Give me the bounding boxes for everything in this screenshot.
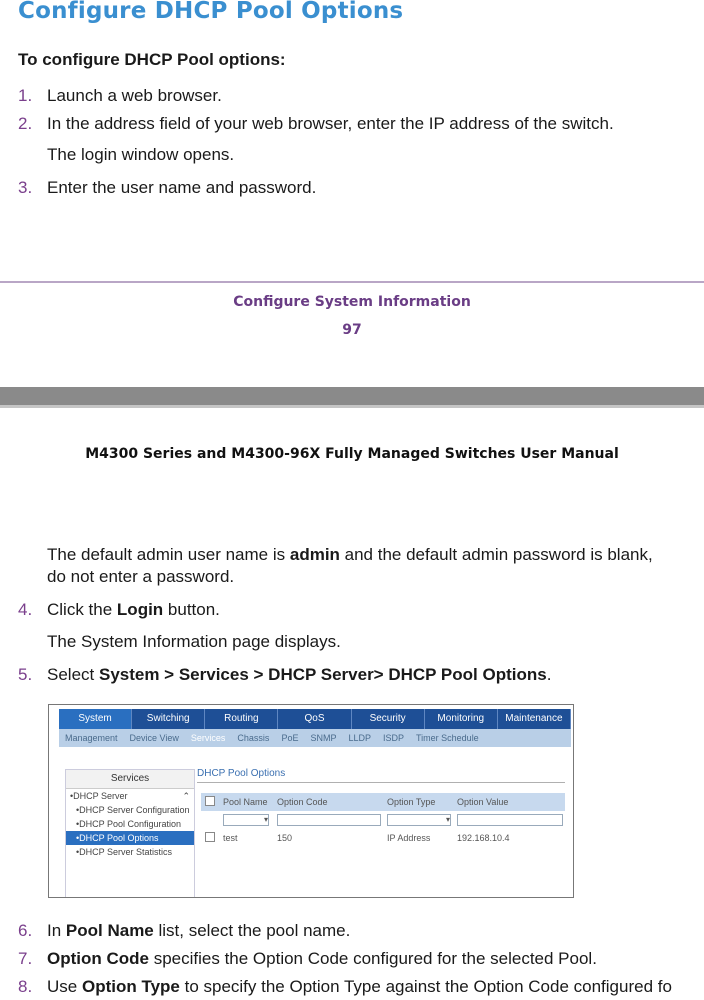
pool-name-select-cell xyxy=(219,814,273,826)
table-row xyxy=(201,829,565,847)
tab-qos[interactable]: QoS xyxy=(278,709,351,729)
step-8-text xyxy=(47,977,704,997)
cell-option-value: 192.168.10.4 xyxy=(457,833,510,843)
step-2-note: The login window opens. xyxy=(47,145,235,164)
pool-options-table xyxy=(201,793,565,847)
step-2-text: In the address field of your web browser, enter the IP address of the switch. xyxy=(47,114,614,133)
chevron-down-icon: ▾ xyxy=(445,815,450,824)
select-all-checkbox[interactable] xyxy=(205,796,215,806)
main-nav-tabs xyxy=(59,709,571,729)
section-title: Configure DHCP Pool Options xyxy=(18,0,404,24)
subtab-management[interactable]: Management xyxy=(65,733,118,743)
services-sidebar xyxy=(65,769,195,898)
subtab-chassis[interactable]: Chassis xyxy=(237,733,270,743)
step-7-post: specifies the Option Code configured for the selected Pool. xyxy=(148,949,597,968)
sidebar-item-dhcp-pool-configuration[interactable]: •DHCP Pool Configuration xyxy=(76,819,182,829)
tab-maintenance[interactable]: Maintenance xyxy=(498,709,571,729)
cell-pool-name: test xyxy=(223,833,238,843)
step-5-pre: Select xyxy=(47,665,99,684)
intro-heading: To configure DHCP Pool options: xyxy=(18,50,286,69)
footer-page-number: 97 xyxy=(342,322,362,338)
step-1-number: 1. xyxy=(18,86,33,105)
step-5-bold: System > Services > DHCP Server> DHCP Pool Options xyxy=(98,665,547,684)
step-4-pre: Click the xyxy=(47,600,117,619)
subtab-poe[interactable]: PoE xyxy=(281,733,299,743)
step-1-text: Launch a web browser. xyxy=(47,86,222,105)
step-6-bold: Pool Name xyxy=(65,921,154,940)
panel-title: DHCP Pool Options xyxy=(197,768,565,783)
sidebar-item-dhcp-server-statistics[interactable]: •DHCP Server Statistics xyxy=(76,847,173,857)
option-code-input[interactable] xyxy=(277,814,381,826)
subtab-services[interactable]: Services xyxy=(190,733,226,743)
step-8-bold: Option Type xyxy=(81,977,180,996)
step-4-number: 4. xyxy=(18,600,33,619)
step-7-number: 7. xyxy=(18,949,33,968)
col-option-value: Option Value xyxy=(457,797,509,807)
subtab-snmp[interactable]: SNMP xyxy=(310,733,337,743)
page-break-band xyxy=(0,387,704,407)
step-6-number: 6. xyxy=(18,921,33,940)
cell-option-code: 150 xyxy=(277,833,293,843)
tab-routing[interactable]: Routing xyxy=(205,709,278,729)
row-select-cell xyxy=(201,832,219,844)
step-4-text xyxy=(47,600,220,620)
running-header: M4300 Series and M4300-96X Fully Managed Switches User Manual xyxy=(85,446,619,462)
subtab-isdp[interactable]: ISDP xyxy=(382,733,404,743)
page-break-shadow xyxy=(0,405,704,408)
step-3-text: Enter the user name and password. xyxy=(47,178,317,197)
sidebar-item-dhcp-pool-options[interactable]: •DHCP Pool Options xyxy=(66,831,194,845)
admin-note-username: admin xyxy=(289,545,340,564)
sidebar-item-dhcp-server-configuration[interactable]: •DHCP Server Configuration xyxy=(76,805,190,815)
chevron-up-icon: ⌃ xyxy=(182,791,190,801)
step-5-number: 5. xyxy=(18,665,33,684)
step-4-note: The System Information page displays. xyxy=(47,632,341,651)
option-value-input[interactable] xyxy=(457,814,563,826)
tab-switching[interactable]: Switching xyxy=(132,709,205,729)
tab-monitoring[interactable]: Monitoring xyxy=(425,709,498,729)
step-8-pre: Use xyxy=(47,977,82,996)
admin-note-mid: and the default admin password is blank, xyxy=(339,545,653,564)
admin-note-line-2: do not enter a password. xyxy=(47,567,235,586)
step-5-post: . xyxy=(546,665,552,684)
cell-option-type: IP Address xyxy=(387,833,431,843)
col-option-code: Option Code xyxy=(277,797,328,807)
select-all-cell xyxy=(201,796,219,808)
col-option-type: Option Type xyxy=(387,797,436,807)
sidebar-item-dhcp-server[interactable] xyxy=(66,789,194,803)
option-type-select-cell xyxy=(383,814,453,826)
step-8-post: to specify the Option Type against the Option Code configured fo xyxy=(179,977,672,996)
pool-name-select[interactable] xyxy=(223,814,269,826)
tab-security[interactable]: Security xyxy=(352,709,425,729)
step-2-number: 2. xyxy=(18,114,33,133)
option-code-input-cell xyxy=(273,814,383,826)
step-3-number: 3. xyxy=(18,178,33,197)
step-7-text xyxy=(47,949,597,969)
subtab-lldp[interactable]: LLDP xyxy=(348,733,371,743)
step-6-pre: In xyxy=(47,921,66,940)
table-header-row xyxy=(201,793,565,811)
row-checkbox[interactable] xyxy=(205,832,215,842)
subtab-device-view[interactable]: Device View xyxy=(129,733,179,743)
step-8-number: 8. xyxy=(18,977,33,996)
chevron-down-icon: ▾ xyxy=(263,815,268,824)
option-type-select[interactable] xyxy=(387,814,451,826)
dhcp-pool-options-screenshot xyxy=(48,704,574,898)
admin-note-line-1 xyxy=(47,545,653,565)
sidebar-item-label: •DHCP Server xyxy=(70,791,128,801)
step-4-post: button. xyxy=(163,600,220,619)
admin-note-pre: The default admin user name is xyxy=(47,545,290,564)
subtab-timer-schedule[interactable]: Timer Schedule xyxy=(416,733,479,743)
footer-section-name: Configure System Information xyxy=(233,294,471,310)
sub-nav-tabs xyxy=(59,729,571,747)
step-4-bold: Login xyxy=(116,600,164,619)
table-input-row xyxy=(201,811,565,829)
step-7-bold: Option Code xyxy=(47,949,149,968)
sidebar-heading: Services xyxy=(66,770,194,789)
col-pool-name: Pool Name xyxy=(223,797,268,807)
footer-rule xyxy=(0,281,704,283)
step-6-post: list, select the pool name. xyxy=(153,921,351,940)
tab-system[interactable]: System xyxy=(59,709,132,729)
step-6-text xyxy=(47,921,350,941)
option-value-input-cell xyxy=(453,814,565,826)
step-5-text xyxy=(47,665,551,685)
